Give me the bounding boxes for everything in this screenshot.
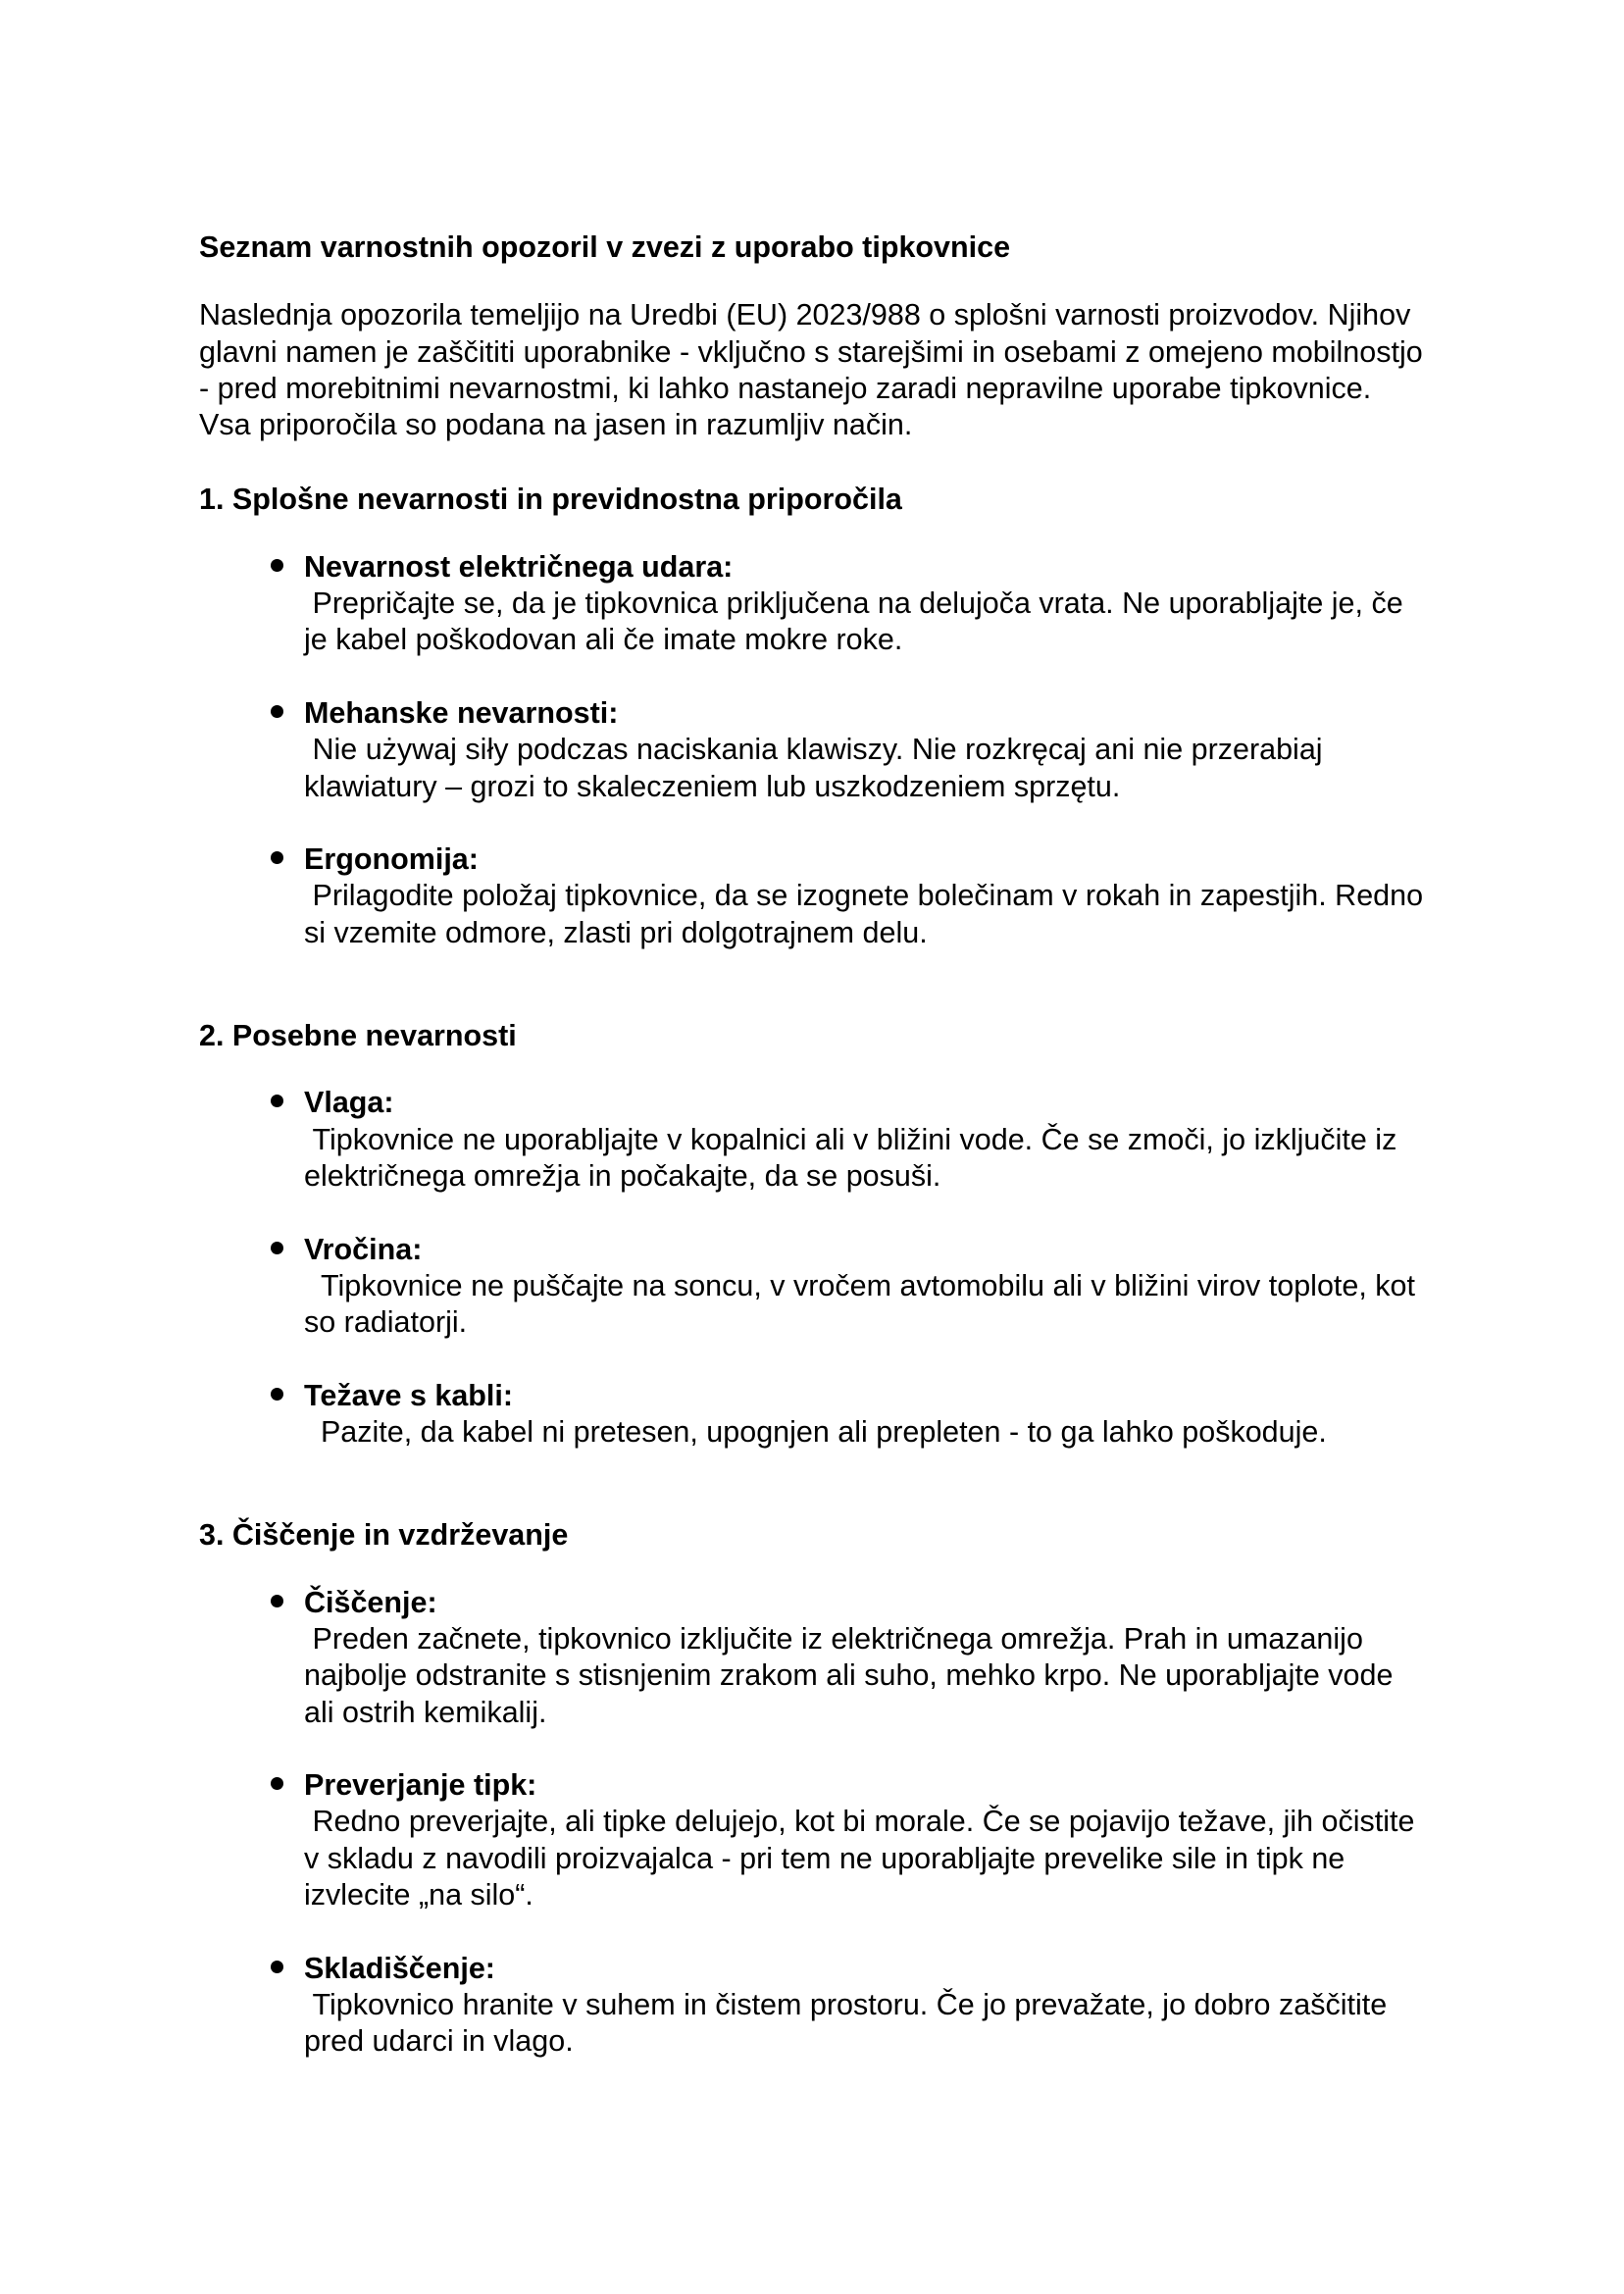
list-item — [199, 1378, 1428, 1452]
section-heading: 2. Posebne nevarnosti — [199, 1019, 517, 1053]
section-heading: 3. Čiščenje in vzdrževanje — [199, 1518, 569, 1553]
item-label: Ergonomija: — [304, 842, 479, 877]
list-item — [199, 1085, 1428, 1195]
item-label: Vlaga: — [304, 1086, 394, 1120]
list-item — [199, 549, 1428, 659]
item-label: Mehanske nevarnosti: — [304, 695, 619, 730]
section-heading: 1. Splošne nevarnosti in previdnostna priporočila — [199, 483, 902, 517]
item-label: Preverjanje tipk: — [304, 1768, 537, 1803]
list-item — [199, 695, 1428, 805]
bullet-icon — [271, 1095, 283, 1107]
item-label: Težave s kabli: — [304, 1378, 514, 1412]
section-special-hazards — [199, 1018, 1428, 1451]
bullet-icon — [271, 1961, 283, 1973]
item-text: Prilagodite položaj tipkovnice, da se izognete bolečinam v rokah in zapestjih. Redno si vzemite odmore, zlasti pri dolgotrajnem delu. — [304, 879, 1432, 949]
bullet-icon — [271, 1595, 283, 1607]
item-text: Tipkovnice ne puščajte na soncu, v vročem avtomobilu ali v bližini virov toplote, kot so radiatorji. — [304, 1268, 1424, 1340]
item-label: Čiščenje: — [304, 1585, 437, 1619]
bullet-icon — [271, 851, 283, 864]
document-title: Seznam varnostnih opozoril v zvezi z uporabo tipkovnice — [199, 230, 1011, 264]
section-cleaning-maintenance — [199, 1517, 1428, 2060]
item-label: Vročina: — [304, 1232, 423, 1266]
item-text: Pazite, da kabel ni pretesen, upognjen ali prepleten - to ga lahko poškoduje. — [304, 1415, 1327, 1450]
section-general-hazards — [199, 482, 1432, 951]
bullet-icon — [271, 559, 283, 572]
list-item — [199, 1232, 1428, 1342]
list-item — [199, 1585, 1428, 1731]
intro-paragraph: Naslednja opozorila temeljijo na Uredbi (EU) 2023/988 o splošni varnosti proizvodov. Njihov glavni namen je zaščititi uporabnike - vključno s starejšimi in osebami z omejeno mobilnostjo - pred morebitnimi nevarnostmi, ki lahko nastanejo zaradi nepravilne uporabe tipkovnice. Vsa priporočila so podana na jasen in razumljiv način. — [199, 298, 1432, 442]
item-label: Skladiščenje: — [304, 1951, 495, 1985]
item-text: Redno preverjajte, ali tipke delujejo, kot bi morale. Če se pojavijo težave, jih očistite v skladu z navodili proizvajalca - pri tem ne uporabljajte prevelike sile in tipk ne izvlecite „na silo“. — [304, 1805, 1423, 1912]
bullet-icon — [271, 1777, 283, 1790]
item-label: Nevarnost električnega udara: — [304, 549, 734, 584]
bullet-list — [199, 549, 1432, 951]
item-text: Tipkovnico hranite v suhem in čistem prostoru. Če jo prevažate, jo dobro zaščitite pred udarci in vlago. — [304, 1987, 1396, 2059]
item-text: Prepričajte se, da je tipkovnica priključena na delujoča vrata. Ne uporabljajte je, če je kabel poškodovan ali če imate mokre roke. — [304, 586, 1412, 657]
bullet-list — [199, 1585, 1428, 2061]
bullet-list — [199, 1085, 1428, 1451]
list-item — [199, 841, 1432, 951]
bullet-icon — [271, 1242, 283, 1254]
bullet-icon — [271, 705, 283, 718]
list-item — [199, 1767, 1428, 1913]
bullet-icon — [271, 1388, 283, 1401]
list-item — [199, 1951, 1428, 2061]
item-text: Nie używaj siły podczas naciskania klawiszy. Nie rozkręcaj ani nie przerabiaj klawiatury – grozi to skaleczeniem lub uszkodzeniem sprzętu. — [304, 733, 1332, 803]
item-text: Preden začnete, tipkovnico izključite iz električnega omrežja. Prah in umazanijo najbolje odstranite s stisnjenim zrakom ali suho, mehko krpo. Ne uporabljajte vode ali ostrih kemikalij. — [304, 1621, 1401, 1729]
item-text: Tipkovnice ne uporabljajte v kopalnici ali v bližini vode. Če se zmoči, jo izključite iz električnega omrežja in počakajte, da se posuši. — [304, 1122, 1405, 1193]
